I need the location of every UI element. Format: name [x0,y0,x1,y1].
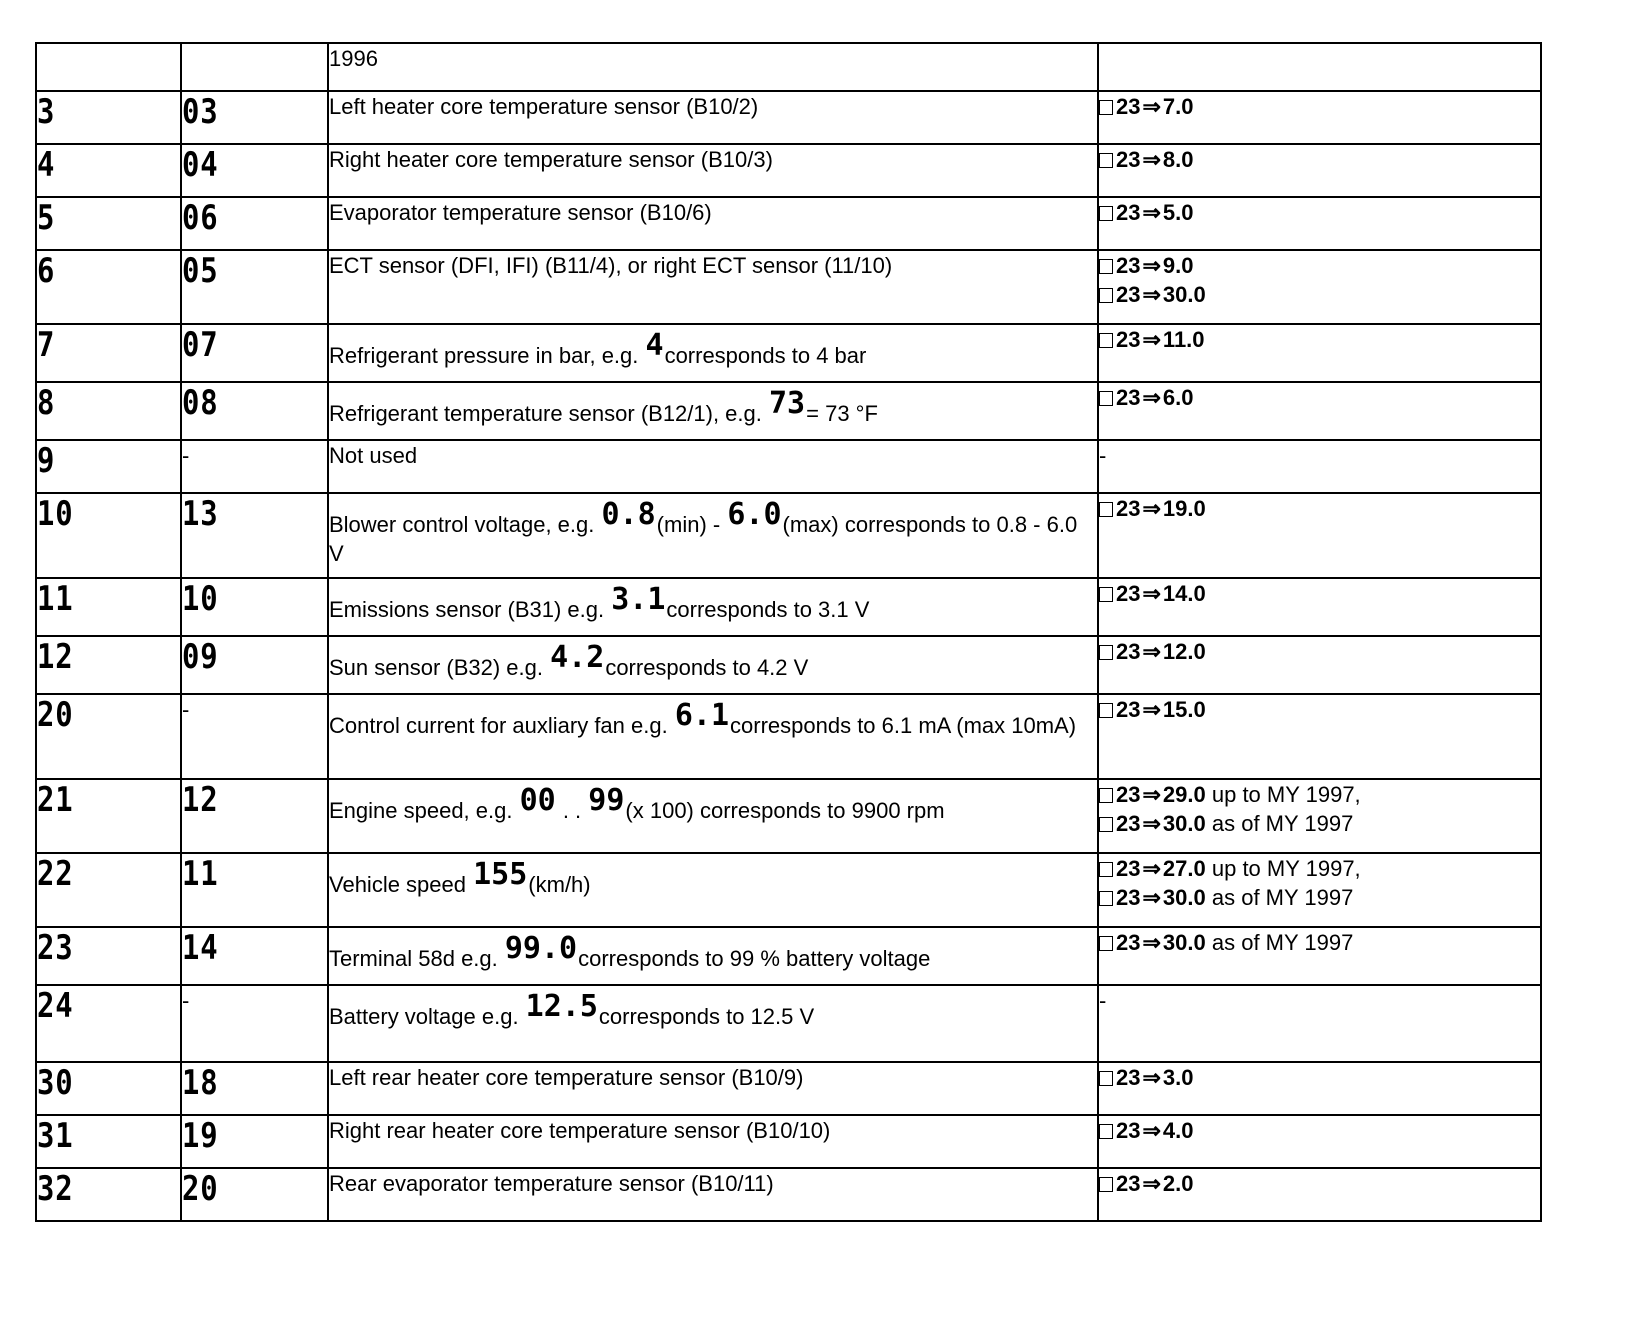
table-row [36,91,1541,144]
arrow-right-icon: ⇒ [1142,581,1161,606]
display-code: 7 [37,325,56,365]
value-cell [1098,440,1541,493]
climate-code: 08 [182,383,219,423]
value-line [1099,1116,1540,1145]
value-cell [1098,1168,1541,1221]
climate-code: 18 [182,1063,219,1103]
climate-code-cell [181,694,328,779]
value-cell [1098,324,1541,382]
arrow-right-icon: ⇒ [1142,147,1161,172]
display-code: 21 [37,780,74,820]
value-suffix: as of MY 1997 [1205,930,1354,955]
description-cell [328,382,1098,440]
description-text-2: corresponds to 12.5 V [598,1004,815,1029]
value-line [1099,1063,1540,1092]
table-row [36,985,1541,1062]
description-text: Right heater core temperature sensor (B10/3) [329,147,773,172]
value-number: 15.0 [1162,697,1206,722]
description-cell [328,578,1098,636]
checkbox-square-icon [1099,1071,1113,1086]
checkbox-square-icon [1099,333,1113,348]
value-cell [1098,853,1541,927]
value-line [1099,579,1540,608]
climate-code-cell [181,1062,328,1115]
value-cell [1098,197,1541,250]
display-code: 31 [37,1116,74,1156]
description-text-2: corresponds to 99 % battery voltage [578,946,931,971]
description-cell [328,853,1098,927]
display-code: 11 [37,579,74,619]
climate-code-cell [181,636,328,694]
checkbox-square-icon [1099,1124,1113,1139]
header-cell-value [1098,43,1541,91]
description-text: Blower control voltage, e.g. [329,512,601,537]
value-number: 6.0 [1162,385,1194,410]
table-row [36,927,1541,985]
header-year: 1996 [328,43,1098,91]
value-box-number: 23 [1116,639,1141,664]
climate-code-cell [181,250,328,324]
diagnostic-table [35,42,1542,1222]
climate-code: 03 [182,92,219,132]
description-text: Left heater core temperature sensor (B10/2) [329,94,759,119]
description-text-2: corresponds to 6.1 mA (max 10mA) [730,713,1077,738]
display-code: 12 [37,637,74,677]
value-box-number: 23 [1116,1065,1141,1090]
climate-code-cell [181,440,328,493]
value-cell [1098,1062,1541,1115]
value-line [1099,637,1540,666]
value-box-number: 23 [1116,1118,1141,1143]
lcd-example: 155 [473,857,528,892]
value-line [1099,1169,1540,1198]
code-cell [36,382,181,440]
arrow-right-icon: ⇒ [1142,200,1161,225]
arrow-right-icon: ⇒ [1142,496,1161,521]
value-box-number: 23 [1116,147,1141,172]
code-cell [36,144,181,197]
table-row [36,440,1541,493]
value-cell [1098,250,1541,324]
description-cell [328,144,1098,197]
description-text: Terminal 58d e.g. [329,946,504,971]
checkbox-square-icon [1099,587,1113,602]
value-box-number: 23 [1116,581,1141,606]
arrow-right-icon: ⇒ [1142,885,1161,910]
checkbox-square-icon [1099,817,1113,832]
climate-code: 14 [182,928,219,968]
value-box-number: 23 [1116,94,1141,119]
description-text-2: corresponds to 4.2 V [605,655,809,680]
code-cell [36,853,181,927]
value-number: 14.0 [1162,581,1206,606]
value-number: 7.0 [1162,94,1194,119]
climate-code-cell [181,197,328,250]
code-cell [36,91,181,144]
description-text-2: (km/h) [528,872,591,897]
description-cell [328,324,1098,382]
lcd-example: 73 [769,386,806,421]
value-cell [1098,144,1541,197]
description-cell [328,1115,1098,1168]
value-number: 4.0 [1162,1118,1194,1143]
checkbox-square-icon [1099,703,1113,718]
description-cell [328,440,1098,493]
header-cell-code [36,43,181,91]
description-cell [328,927,1098,985]
value-box-number: 23 [1116,811,1141,836]
value-number: 9.0 [1162,253,1194,278]
description-text: Emissions sensor (B31) e.g. [329,597,611,622]
checkbox-square-icon [1099,153,1113,168]
code-cell [36,636,181,694]
value-cell [1098,493,1541,578]
description-text: Evaporator temperature sensor (B10/6) [329,200,712,225]
lcd-example: 4 [645,328,664,363]
code-cell [36,578,181,636]
table-row [36,1115,1541,1168]
description-text-2: (min) - [656,512,727,537]
table-row [36,1062,1541,1115]
value-number: 11.0 [1162,327,1205,352]
checkbox-square-icon [1099,891,1113,906]
checkbox-square-icon [1099,645,1113,660]
code-cell [36,440,181,493]
climate-code-cell [181,578,328,636]
description-cell [328,1168,1098,1221]
description-cell [328,1062,1098,1115]
arrow-right-icon: ⇒ [1142,697,1161,722]
climate-code: 12 [182,780,219,820]
value-suffix: up to MY 1997, [1205,856,1361,881]
climate-code-cell [181,324,328,382]
table-row [36,853,1541,927]
description-cell [328,985,1098,1062]
value-cell [1098,578,1541,636]
value-line [1099,780,1540,809]
checkbox-square-icon [1099,391,1113,406]
code-cell [36,1062,181,1115]
lcd-example: 0.8 [601,497,656,532]
value-number: 2.0 [1162,1171,1194,1196]
code-cell [36,1168,181,1221]
value-line [1099,695,1540,724]
table-body [36,43,1541,1221]
value-line [1099,198,1540,227]
checkbox-square-icon [1099,100,1113,115]
checkbox-square-icon [1099,206,1113,221]
description-text-3: (max) corresponds to 0.8 - 6.0 V [329,512,1078,566]
value-box-number: 23 [1116,282,1141,307]
value-number: 27.0 [1162,856,1206,881]
checkbox-square-icon [1099,1177,1113,1192]
table-row [36,382,1541,440]
value-box-number: 23 [1116,930,1141,955]
display-code: 10 [37,494,74,534]
value-cell [1098,985,1541,1062]
code-cell [36,197,181,250]
climate-code-dash: - [182,988,190,1013]
checkbox-square-icon [1099,288,1113,303]
display-code: 24 [37,986,74,1026]
value-line [1099,280,1540,309]
value-box-number: 23 [1116,782,1141,807]
table-row [36,144,1541,197]
value-cell [1098,382,1541,440]
climate-code-dash: - [182,697,190,722]
climate-code-cell [181,927,328,985]
display-code: 5 [37,198,56,238]
arrow-right-icon: ⇒ [1142,253,1161,278]
climate-code: 04 [182,145,219,185]
lcd-example-2: 99 [588,783,625,818]
table-row [36,493,1541,578]
lcd-example: 4.2 [550,640,605,675]
description-text-2: . . [556,798,588,823]
value-number: 29.0 [1162,782,1206,807]
table-row [36,779,1541,853]
description-cell [328,250,1098,324]
description-text: Refrigerant temperature sensor (B12/1), e.g. [329,401,768,426]
value-number: 30.0 [1162,282,1206,307]
code-cell [36,985,181,1062]
value-line [1099,883,1540,912]
climate-code: 07 [182,325,219,365]
value-cell [1098,694,1541,779]
display-code: 9 [37,441,56,481]
display-code: 6 [37,251,56,291]
description-text: Control current for auxliary fan e.g. [329,713,674,738]
description-text-3: (x 100) corresponds to 9900 rpm [625,798,945,823]
climate-code: 09 [182,637,219,677]
climate-code-cell [181,91,328,144]
value-dash: - [1099,443,1107,468]
value-number: 5.0 [1162,200,1194,225]
arrow-right-icon: ⇒ [1142,811,1161,836]
value-number: 30.0 [1162,885,1206,910]
table-row [36,694,1541,779]
header-row [36,43,1541,91]
arrow-right-icon: ⇒ [1142,1065,1161,1090]
value-number: 30.0 [1162,811,1206,836]
code-cell [36,779,181,853]
display-code: 22 [37,854,74,894]
climate-code: 20 [182,1169,219,1209]
climate-code: 19 [182,1116,219,1156]
code-cell [36,694,181,779]
display-code: 8 [37,383,56,423]
value-line [1099,494,1540,523]
value-cell [1098,927,1541,985]
lcd-example-2: 6.0 [727,497,782,532]
value-line [1099,809,1540,838]
value-line [1099,325,1540,354]
climate-code: 11 [182,854,219,894]
description-text: Rear evaporator temperature sensor (B10/11) [329,1171,774,1196]
code-cell [36,250,181,324]
lcd-example: 12.5 [525,989,598,1024]
value-box-number: 23 [1116,697,1141,722]
value-number: 12.0 [1162,639,1206,664]
value-box-number: 23 [1116,327,1141,352]
checkbox-square-icon [1099,936,1113,951]
arrow-right-icon: ⇒ [1142,1118,1161,1143]
value-number: 30.0 [1162,930,1206,955]
display-code: 20 [37,695,74,735]
table-row [36,197,1541,250]
value-line [1099,928,1540,957]
value-box-number: 23 [1116,856,1141,881]
description-cell [328,694,1098,779]
arrow-right-icon: ⇒ [1142,639,1161,664]
description-text: Right rear heater core temperature sensor (B10/10) [329,1118,831,1143]
value-box-number: 23 [1116,496,1141,521]
code-cell [36,1115,181,1168]
checkbox-square-icon [1099,862,1113,877]
value-box-number: 23 [1116,385,1141,410]
arrow-right-icon: ⇒ [1142,327,1161,352]
code-cell [36,324,181,382]
display-code: 3 [37,92,56,132]
display-code: 23 [37,928,74,968]
arrow-right-icon: ⇒ [1142,1171,1161,1196]
description-text: Vehicle speed [329,872,473,897]
value-line [1099,383,1540,412]
description-text-2: = 73 °F [806,401,878,426]
description-text: Refrigerant pressure in bar, e.g. [329,343,645,368]
arrow-right-icon: ⇒ [1142,930,1161,955]
code-cell [36,927,181,985]
description-text: Not used [329,443,418,468]
climate-code-cell [181,779,328,853]
value-dash: - [1099,988,1107,1013]
value-line [1099,251,1540,280]
climate-code-cell [181,985,328,1062]
lcd-example: 99.0 [504,931,578,966]
climate-code: 06 [182,198,219,238]
value-suffix: up to MY 1997, [1205,782,1361,807]
description-text-2: corresponds to 4 bar [664,343,867,368]
value-number: 19.0 [1162,496,1206,521]
description-text: Engine speed, e.g. [329,798,519,823]
checkbox-square-icon [1099,502,1113,517]
description-text: Sun sensor (B32) e.g. [329,655,550,680]
description-text: Battery voltage e.g. [329,1004,525,1029]
display-code: 4 [37,145,56,185]
climate-code-dash: - [182,443,190,468]
table-row [36,250,1541,324]
arrow-right-icon: ⇒ [1142,282,1161,307]
value-line [1099,854,1540,883]
value-suffix: as of MY 1997 [1205,885,1354,910]
value-number: 8.0 [1162,147,1194,172]
climate-code: 10 [182,579,219,619]
value-line [1099,92,1540,121]
value-box-number: 23 [1116,1171,1141,1196]
lcd-example: 00 [519,783,556,818]
display-code: 30 [37,1063,74,1103]
description-text-2: corresponds to 3.1 V [666,597,870,622]
value-number: 3.0 [1162,1065,1194,1090]
table-row [36,636,1541,694]
code-cell [36,493,181,578]
arrow-right-icon: ⇒ [1142,94,1161,119]
description-cell [328,779,1098,853]
climate-code-cell [181,144,328,197]
value-box-number: 23 [1116,885,1141,910]
description-cell [328,493,1098,578]
climate-code-cell [181,853,328,927]
checkbox-square-icon [1099,259,1113,274]
value-line [1099,145,1540,174]
table-row [36,324,1541,382]
lcd-example: 6.1 [674,698,730,733]
value-suffix: as of MY 1997 [1205,811,1354,836]
arrow-right-icon: ⇒ [1142,782,1161,807]
description-cell [328,197,1098,250]
arrow-right-icon: ⇒ [1142,856,1161,881]
display-code: 32 [37,1169,74,1209]
climate-code-cell [181,382,328,440]
checkbox-square-icon [1099,788,1113,803]
description-cell [328,636,1098,694]
climate-code: 05 [182,251,219,291]
description-cell [328,91,1098,144]
climate-code-cell [181,1168,328,1221]
value-cell [1098,1115,1541,1168]
arrow-right-icon: ⇒ [1142,385,1161,410]
table-row [36,578,1541,636]
value-cell [1098,91,1541,144]
description-text: ECT sensor (DFI, IFI) (B11/4), or right ECT sensor (11/10) [329,253,893,278]
climate-code-cell [181,493,328,578]
climate-code: 13 [182,494,219,534]
value-cell [1098,636,1541,694]
lcd-example: 3.1 [611,582,666,617]
value-box-number: 23 [1116,253,1141,278]
table-row [36,1168,1541,1221]
value-cell [1098,779,1541,853]
value-box-number: 23 [1116,200,1141,225]
description-text: Left rear heater core temperature sensor (B10/9) [329,1065,804,1090]
climate-code-cell [181,1115,328,1168]
header-cell-ccode [181,43,328,91]
